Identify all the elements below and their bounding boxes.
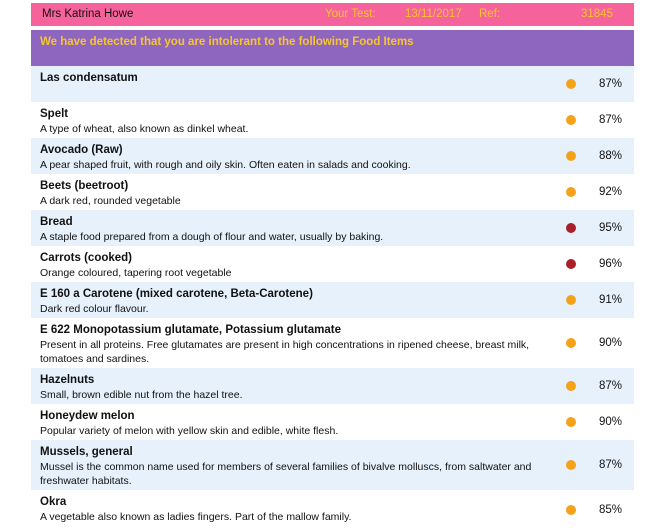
food-item-description: Small, brown edible nut from the hazel tree. [40,389,243,401]
intolerance-percent: 92% [598,186,622,198]
test-label: Your Test: [325,8,376,20]
severity-dot-icon [566,187,576,197]
intolerance-percent: 85% [598,504,622,516]
severity-dot-icon [566,338,576,348]
food-item-description: Present in all proteins. Free glutamates are present in high concentrations in ripened cheese, breast milk, tomatoes and sardines. [40,339,530,365]
severity-dot-icon [566,115,576,125]
food-item-name: Spelt [40,108,69,120]
list-item [31,440,634,490]
food-item-name: Okra [40,496,67,508]
severity-dot-icon [566,259,576,269]
food-item-name: Las condensatum [40,72,138,84]
food-item-name: E 622 Monopotassium glutamate, Potassium glutamate [40,324,341,336]
list-item [31,490,634,530]
intolerance-percent: 87% [598,114,622,126]
intolerance-percent: 95% [598,222,622,234]
intolerance-percent: 90% [598,337,622,349]
food-item-name: Mussels, general [40,446,133,458]
food-item-name: Hazelnuts [40,374,95,386]
list-item [31,368,634,404]
ref-number: 31845 [581,8,613,20]
list-item [31,138,634,174]
patient-name: Mrs Katrina Howe [42,8,134,20]
severity-dot-icon [566,223,576,233]
intolerance-percent: 87% [598,459,622,471]
intolerance-percent: 87% [598,78,622,90]
food-item-name: Carrots (cooked) [40,252,133,264]
list-item [31,318,634,368]
food-item-name: E 160 a Carotene (mixed carotene, Beta-Carotene) [40,288,313,300]
food-item-description: A staple food prepared from a dough of flour and water, usually by baking. [40,231,384,243]
severity-dot-icon [566,79,576,89]
food-item-description: Orange coloured, tapering root vegetable [40,267,232,279]
intolerance-banner: We have detected that you are intolerant to the following Food Items [31,30,634,66]
intolerance-percent: 96% [598,258,622,270]
intolerance-percent: 87% [598,380,622,392]
list-item [31,174,634,210]
food-item-name: Avocado (Raw) [40,144,123,156]
report-header [31,3,634,26]
intolerance-percent: 90% [598,416,622,428]
list-item [31,102,634,138]
food-item-description: A dark red, rounded vegetable [40,195,181,207]
food-item-description: Popular variety of melon with yellow skin and edible, white flesh. [40,425,339,437]
food-item-list [31,66,634,530]
list-item [31,210,634,246]
ref-label: Ref: [479,8,501,20]
intolerance-percent: 91% [598,294,622,306]
food-item-name: Bread [40,216,73,228]
food-item-description: A pear shaped fruit, with rough and oily skin. Often eaten in salads and cooking. [40,159,411,171]
severity-dot-icon [566,460,576,470]
food-item-description: Dark red colour flavour. [40,303,149,315]
food-item-description: A type of wheat, also known as dinkel wheat. [40,123,249,135]
list-item [31,246,634,282]
severity-dot-icon [566,417,576,427]
list-item [31,66,634,102]
list-item [31,404,634,440]
food-item-description: Mussel is the common name used for members of several families of bivalve molluscs, from saltwater and freshwater habitats. [40,461,532,487]
food-item-name: Honeydew melon [40,410,135,422]
food-item-description: A vegetable also known as ladies fingers. Part of the mallow family. [40,511,352,523]
test-date: 13/11/2017 [405,8,462,20]
severity-dot-icon [566,505,576,515]
intolerance-percent: 88% [598,150,622,162]
severity-dot-icon [566,381,576,391]
severity-dot-icon [566,295,576,305]
list-item [31,282,634,318]
severity-dot-icon [566,151,576,161]
food-item-name: Beets (beetroot) [40,180,129,192]
